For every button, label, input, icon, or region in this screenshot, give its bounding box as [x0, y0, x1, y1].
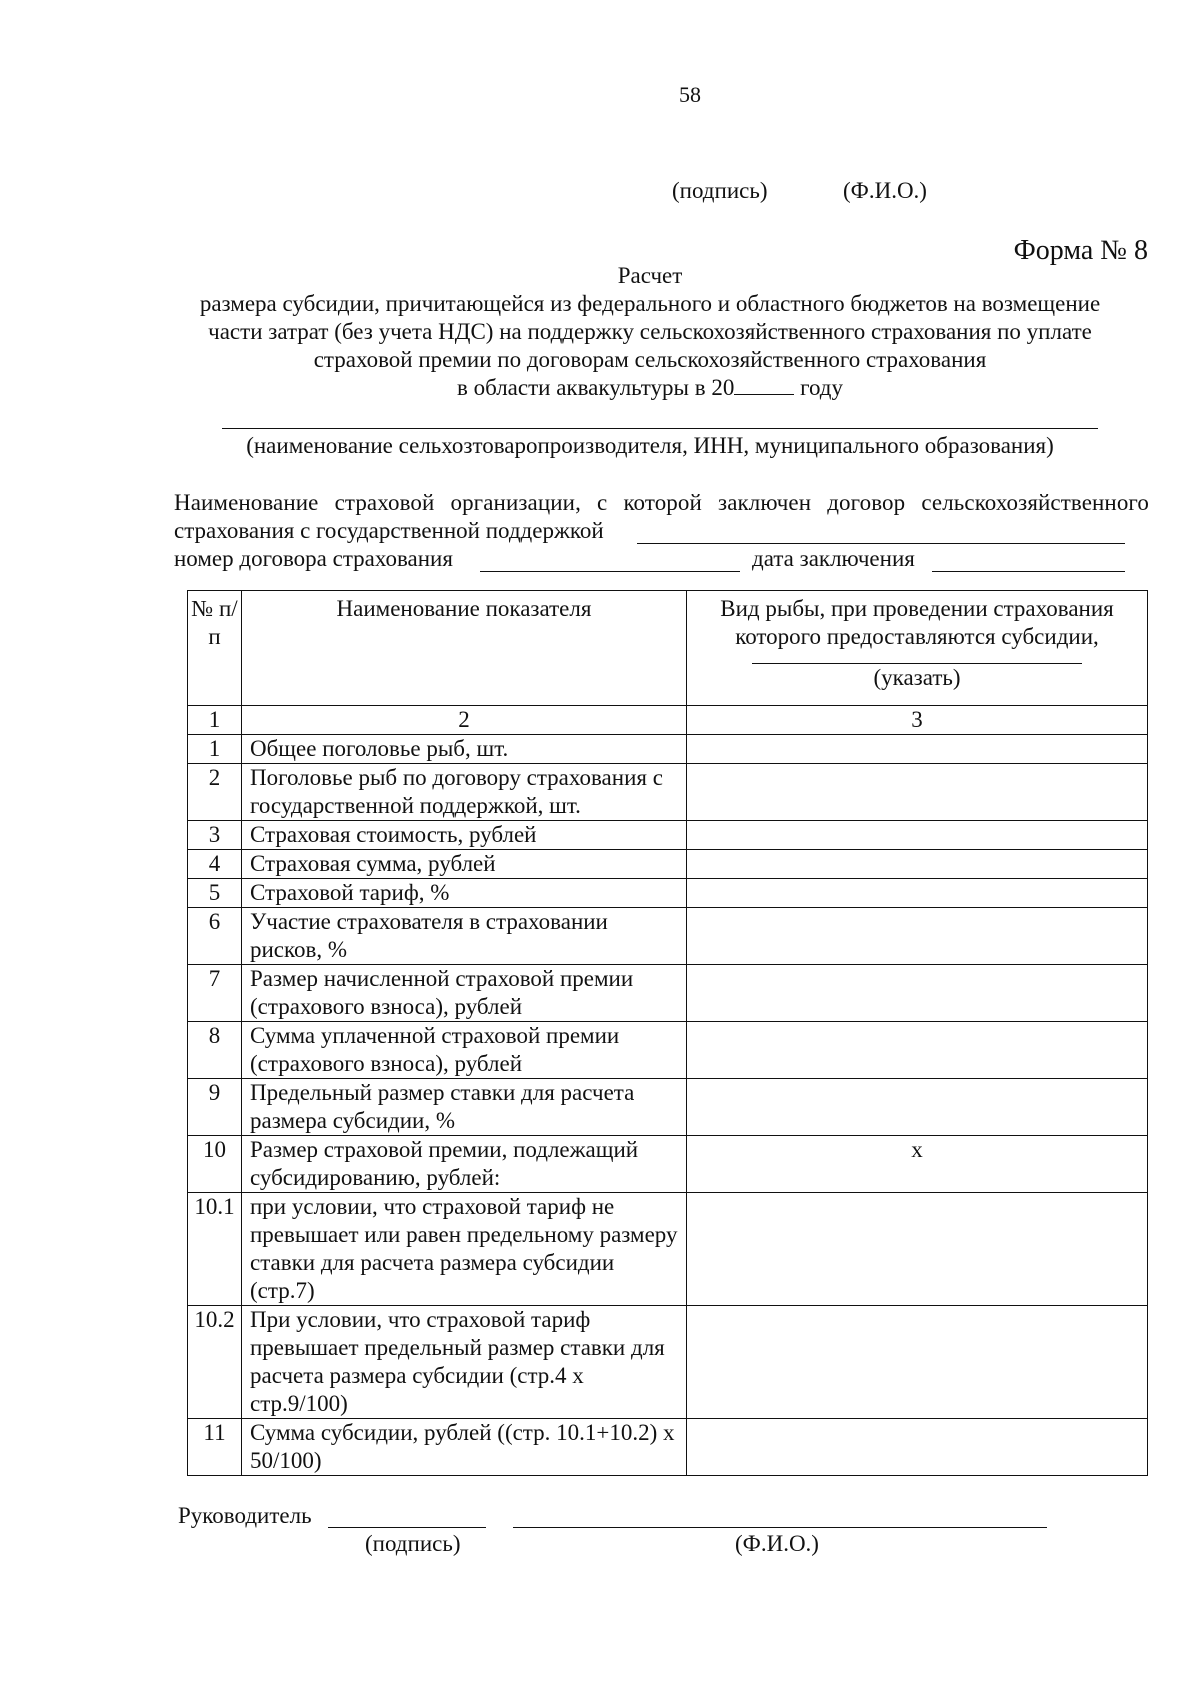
contract-number-fill-line[interactable] [480, 571, 740, 572]
table-row [188, 735, 1148, 764]
row-value-cell[interactable] [687, 735, 1148, 764]
header-col-fish-type [687, 591, 1148, 706]
row-indicator-label: Страховая сумма, рублей [242, 850, 687, 879]
head-name-fill-line[interactable] [513, 1527, 1047, 1528]
row-value-cell[interactable] [687, 764, 1148, 821]
row-indicator-label: Размер начисленной страховой премии (страхового взноса), рублей [242, 965, 687, 1022]
table-body [188, 735, 1148, 1476]
table-row [188, 821, 1148, 850]
producer-caption: (наименование сельхозтоваропроизводителя, ИНН, муниципального образования) [246, 433, 1054, 458]
top-signature-caption: (подпись) [672, 178, 768, 203]
row-indicator-label: Сумма уплаченной страховой премии (страхового взноса), рублей [242, 1022, 687, 1079]
header-col-number: № п/п [188, 591, 242, 706]
row-number: 5 [188, 879, 242, 908]
producer-fill-line[interactable] [222, 428, 1098, 429]
row-value-cell[interactable]: х [687, 1136, 1148, 1193]
numbering-col-3: 3 [687, 706, 1148, 735]
table-row [188, 965, 1148, 1022]
row-number: 1 [188, 735, 242, 764]
row-indicator-label: Участие страхователя в страховании рисков, % [242, 908, 687, 965]
row-value-cell[interactable] [687, 965, 1148, 1022]
header-fish-line-2: которого предоставляются субсидии, [735, 624, 1099, 649]
row-indicator-label: Общее поголовье рыб, шт. [242, 735, 687, 764]
row-value-cell[interactable] [687, 1193, 1148, 1306]
head-label: Руководитель [178, 1503, 312, 1528]
top-name-caption: (Ф.И.О.) [843, 178, 927, 203]
row-value-cell[interactable] [687, 850, 1148, 879]
row-number: 10.1 [188, 1193, 242, 1306]
title-line-2: размера субсидии, причитающейся из федерального и областного бюджетов на возмещение [199, 291, 1101, 316]
row-number: 6 [188, 908, 242, 965]
contract-date-fill-line[interactable] [932, 571, 1125, 572]
title-line-5 [150, 374, 1150, 402]
numbering-col-1: 1 [188, 706, 242, 735]
table-row [188, 1306, 1148, 1419]
insurer-fill-line[interactable] [637, 543, 1125, 544]
row-value-cell[interactable] [687, 908, 1148, 965]
title-line-1: Расчет [617, 263, 683, 288]
row-value-cell[interactable] [687, 1419, 1148, 1476]
title-line-4: страховой премии по договорам сельскохозяйственного страхования [313, 347, 987, 372]
row-indicator-label: Предельный размер ставки для расчета размера субсидии, % [242, 1079, 687, 1136]
title-line-5-prefix: в области аквакультуры в 20 [456, 375, 735, 400]
row-indicator-label: Размер страховой премии, подлежащий субсидированию, рублей: [242, 1136, 687, 1193]
insurer-label-line-2: страхования с государственной поддержкой [174, 518, 604, 543]
row-number: 10 [188, 1136, 242, 1193]
row-value-cell[interactable] [687, 879, 1148, 908]
row-value-cell[interactable] [687, 821, 1148, 850]
table-row [188, 850, 1148, 879]
header-col-indicator: Наименование показателя [242, 591, 687, 706]
table-row [188, 1193, 1148, 1306]
row-number: 9 [188, 1079, 242, 1136]
title-line-3: части затрат (без учета НДС) на поддержку сельскохозяйственного страхования по уплате [208, 319, 1092, 344]
row-number: 2 [188, 764, 242, 821]
table-numbering-row [188, 706, 1148, 735]
row-indicator-label: Сумма субсидии, рублей ((стр. 10.1+10.2) х 50/100) [242, 1419, 687, 1476]
table-row [188, 879, 1148, 908]
row-value-cell[interactable] [687, 1022, 1148, 1079]
head-signature-caption: (подпись) [365, 1531, 461, 1556]
table-row [188, 1419, 1148, 1476]
numbering-col-2: 2 [242, 706, 687, 735]
page-number: 58 [679, 82, 701, 107]
table-row [188, 1022, 1148, 1079]
table-row [188, 1079, 1148, 1136]
table-row [188, 764, 1148, 821]
row-number: 7 [188, 965, 242, 1022]
year-blank[interactable] [734, 376, 794, 395]
table-header-row [188, 591, 1148, 706]
row-number: 8 [188, 1022, 242, 1079]
header-fish-note: (указать) [873, 665, 961, 690]
row-indicator-label: при условии, что страховой тариф не превышает или равен предельному размеру ставки для расчета размера субсидии (стр.7) [242, 1193, 687, 1306]
row-indicator-label: Поголовье рыб по договору страхования с государственной поддержкой, шт. [242, 764, 687, 821]
contract-date-label: дата заключения [752, 546, 915, 571]
head-signature-fill-line[interactable] [328, 1527, 486, 1528]
calculation-table [187, 590, 1148, 1476]
title-line-5-suffix: году [800, 375, 844, 400]
head-name-caption: (Ф.И.О.) [735, 1531, 819, 1556]
header-fish-line-1: Вид рыбы, при проведении страхования [720, 596, 1114, 621]
form-number: Форма № 8 [1013, 235, 1148, 266]
row-value-cell[interactable] [687, 1306, 1148, 1419]
row-number: 10.2 [188, 1306, 242, 1419]
row-number: 3 [188, 821, 242, 850]
row-indicator-label: Страховой тариф, % [242, 879, 687, 908]
form-title [150, 262, 1150, 402]
table-row [188, 908, 1148, 965]
contract-number-label: номер договора страхования [174, 546, 453, 571]
row-number: 11 [188, 1419, 242, 1476]
row-value-cell[interactable] [687, 1079, 1148, 1136]
row-indicator-label: Страховая стоимость, рублей [242, 821, 687, 850]
insurer-label-line-1: Наименование страховой организации, с которой заключен договор сельскохозяйственного [174, 490, 1149, 515]
row-number: 4 [188, 850, 242, 879]
row-indicator-label: При условии, что страховой тариф превышает предельный размер ставки для расчета размера субсидии (стр.4 х стр.9/100) [242, 1306, 687, 1419]
table-row [188, 1136, 1148, 1193]
